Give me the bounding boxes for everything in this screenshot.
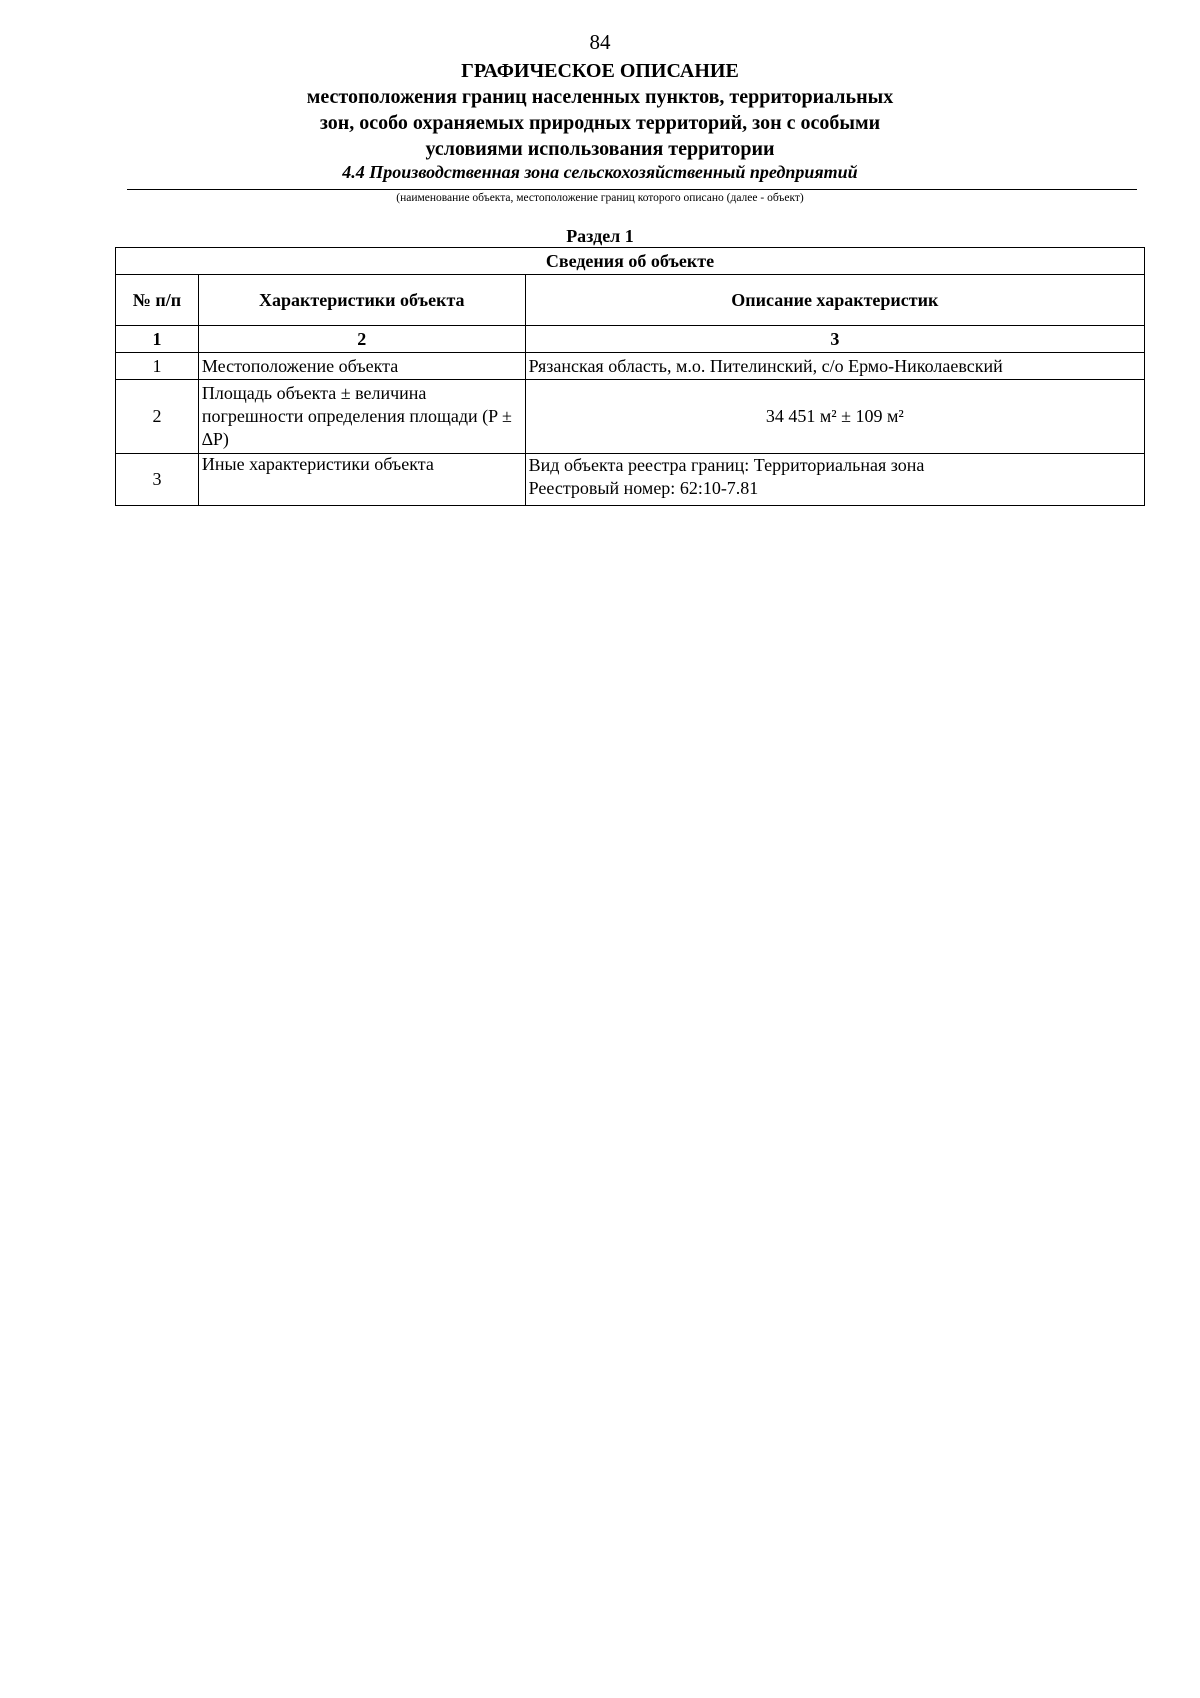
object-underline (127, 189, 1137, 190)
row-description (525, 454, 1144, 506)
row-characteristic: Площадь объекта ± величина погрешности определения площади (P ± ∆P) (198, 380, 525, 454)
column-number-row (116, 326, 1145, 353)
column-number-1: 1 (116, 326, 199, 353)
heading-line-2: местоположения границ населенных пунктов, территориальных (306, 86, 894, 108)
header-characteristic: Характеристики объекта (198, 275, 525, 326)
object-name: 4.4 Производственная зона сельскохозяйственный предприятий (342, 162, 858, 182)
row-num: 3 (116, 454, 199, 506)
header-description: Описание характеристик (525, 275, 1144, 326)
registry-object-type: Вид объекта реестра границ: Территориальная зона (528, 455, 925, 475)
heading-line-3: зон, особо охраняемых природных территорий, зон с особыми (319, 112, 881, 134)
row-num: 1 (116, 353, 199, 380)
registry-number: Реестровый номер: 62:10-7.81 (528, 478, 759, 498)
row-description: Рязанская область, м.о. Пителинский, с/о Ермо-Николаевский (525, 353, 1144, 380)
row-description: 34 451 м² ± 109 м² (525, 380, 1144, 454)
header-num (116, 275, 199, 326)
heading-line-4: условиями использования территории (425, 138, 775, 160)
section-title: Раздел 1 (566, 226, 634, 246)
table-title-row (116, 248, 1145, 275)
row-num: 2 (116, 380, 199, 454)
column-number-2: 2 (198, 326, 525, 353)
header-num-label: № п/п (132, 289, 182, 310)
row-characteristic: Иные характеристики объекта (198, 454, 525, 506)
table-title: Сведения об объекте (116, 248, 1145, 275)
object-caption: (наименование объекта, местоположение границ которого описано (далее - объект) (396, 192, 804, 204)
object-info-table (115, 247, 1145, 506)
heading-title: ГРАФИЧЕСКОЕ ОПИСАНИЕ (461, 60, 739, 82)
page-number: 84 (589, 30, 611, 54)
row-characteristic: Местоположение объекта (198, 353, 525, 380)
table-row (116, 454, 1145, 506)
table-header-row (116, 275, 1145, 326)
document-heading (0, 58, 1200, 162)
table-row (116, 380, 1145, 454)
table-row (116, 353, 1145, 380)
column-number-3: 3 (525, 326, 1144, 353)
